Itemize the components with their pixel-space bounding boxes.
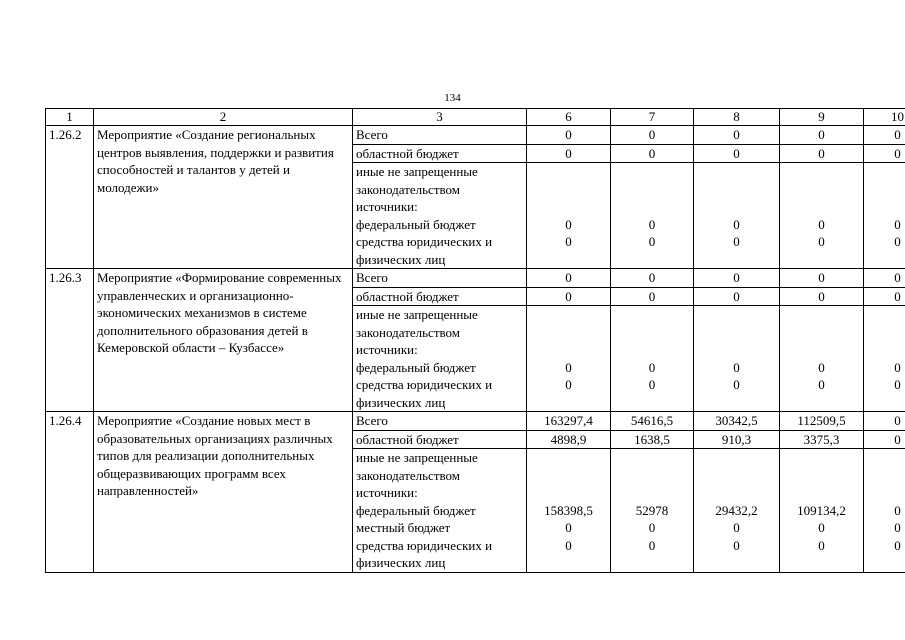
source-value bbox=[697, 198, 776, 216]
source-value bbox=[530, 198, 607, 216]
column-header: 7 bbox=[611, 109, 694, 126]
other-sources-values bbox=[527, 306, 611, 412]
other-sources-values bbox=[611, 449, 694, 573]
source-value: 158398,5 bbox=[544, 502, 593, 518]
source-value bbox=[783, 449, 860, 467]
source-line: средства юридических и bbox=[356, 377, 493, 392]
source-value bbox=[783, 554, 860, 572]
source-value bbox=[530, 341, 607, 359]
source-value bbox=[530, 163, 607, 181]
source-value bbox=[783, 341, 860, 359]
table-row bbox=[46, 269, 905, 288]
budget-table bbox=[45, 108, 905, 573]
activity-number: 1.26.4 bbox=[46, 412, 94, 573]
source-value: 0 bbox=[565, 216, 572, 232]
column-header: 3 bbox=[353, 109, 527, 126]
source-value: 0 bbox=[733, 377, 740, 392]
total-value: 0 bbox=[611, 126, 694, 145]
source-value: 0 bbox=[733, 359, 740, 375]
source-value bbox=[530, 394, 607, 412]
source-value bbox=[614, 306, 690, 324]
regional-value: 0 bbox=[780, 287, 864, 306]
regional-value: 4898,9 bbox=[527, 430, 611, 449]
source-value bbox=[697, 341, 776, 359]
total-value: 0 bbox=[864, 269, 905, 288]
source-value bbox=[614, 467, 690, 485]
source-value bbox=[614, 198, 690, 216]
source-value: 0 bbox=[818, 359, 825, 375]
source-value: 0 bbox=[818, 520, 825, 535]
source-value: 0 bbox=[733, 216, 740, 232]
source-line: иные не запрещенные bbox=[356, 307, 478, 322]
total-value: 0 bbox=[527, 269, 611, 288]
source-value: 0 bbox=[565, 377, 572, 392]
source-line: федеральный бюджет bbox=[356, 216, 476, 232]
source-total-label: Всего bbox=[353, 412, 527, 431]
source-value: 0 bbox=[894, 377, 901, 392]
table-row bbox=[46, 412, 905, 431]
source-line: законодательством bbox=[356, 181, 461, 197]
source-value: 0 bbox=[565, 520, 572, 535]
source-value: 0 bbox=[818, 377, 825, 392]
source-value: 0 bbox=[733, 234, 740, 249]
regional-value: 0 bbox=[780, 144, 864, 163]
source-value bbox=[867, 484, 905, 502]
column-header: 1 bbox=[46, 109, 94, 126]
source-value bbox=[614, 251, 690, 269]
other-sources-labels bbox=[353, 163, 527, 269]
total-value: 0 bbox=[694, 126, 780, 145]
source-value: 0 bbox=[733, 537, 740, 553]
source-value: 0 bbox=[648, 537, 656, 553]
source-line: законодательством bbox=[356, 324, 461, 340]
other-sources-values bbox=[780, 449, 864, 573]
source-value bbox=[783, 394, 860, 412]
source-value: 109134,2 bbox=[797, 502, 846, 518]
other-sources-values bbox=[694, 163, 780, 269]
source-value bbox=[867, 449, 905, 467]
source-value bbox=[697, 484, 776, 502]
source-value bbox=[530, 324, 607, 342]
source-value bbox=[530, 554, 607, 572]
source-value bbox=[783, 324, 860, 342]
source-value bbox=[867, 198, 905, 216]
page-number: 134 bbox=[444, 92, 461, 104]
activity-name: Мероприятие «Создание новых мест в образовательных организациях различных типов для реализации дополнительных общеразвивающих программ всех направленностей» bbox=[94, 412, 353, 573]
total-value: 163297,4 bbox=[527, 412, 611, 431]
total-value: 0 bbox=[864, 412, 905, 431]
source-line: местный бюджет bbox=[356, 520, 451, 535]
source-value bbox=[697, 251, 776, 269]
source-value bbox=[783, 467, 860, 485]
source-line: физических лиц bbox=[356, 394, 446, 410]
source-value bbox=[614, 324, 690, 342]
source-value bbox=[867, 181, 905, 199]
source-value bbox=[867, 324, 905, 342]
source-value bbox=[614, 554, 690, 572]
source-value bbox=[697, 554, 776, 572]
source-value: 0 bbox=[894, 234, 901, 249]
regional-value: 0 bbox=[527, 287, 611, 306]
activity-name: Мероприятие «Создание региональных центров выявления, поддержки и развития способностей и талантов у детей и молодежи» bbox=[94, 126, 353, 269]
regional-value: 0 bbox=[694, 287, 780, 306]
source-value bbox=[697, 181, 776, 199]
total-value: 0 bbox=[527, 126, 611, 145]
other-sources-values bbox=[694, 306, 780, 412]
table-body bbox=[46, 109, 905, 573]
source-value bbox=[697, 324, 776, 342]
source-total-label: Всего bbox=[353, 126, 527, 145]
source-line: источники: bbox=[356, 199, 418, 214]
source-value: 0 bbox=[648, 520, 656, 535]
source-line: средства юридических и bbox=[356, 537, 493, 553]
column-header: 10 bbox=[864, 109, 905, 126]
other-sources-labels bbox=[353, 449, 527, 573]
other-sources-values bbox=[864, 306, 905, 412]
source-line: средства юридических и bbox=[356, 234, 493, 249]
other-sources-labels bbox=[353, 306, 527, 412]
source-value bbox=[530, 251, 607, 269]
source-value: 0 bbox=[648, 234, 656, 249]
other-sources-values bbox=[864, 449, 905, 573]
source-value: 29432,2 bbox=[715, 502, 758, 518]
source-line: источники: bbox=[356, 485, 418, 500]
source-value: 0 bbox=[565, 234, 572, 249]
source-value: 0 bbox=[733, 520, 740, 535]
source-value bbox=[614, 484, 690, 502]
source-value bbox=[530, 484, 607, 502]
column-header: 8 bbox=[694, 109, 780, 126]
total-value: 0 bbox=[780, 269, 864, 288]
source-value bbox=[783, 163, 860, 181]
source-value bbox=[867, 394, 905, 412]
source-value: 0 bbox=[648, 216, 656, 232]
activity-name: Мероприятие «Формирование современных управленческих и организационно-экономических механизмов в системе дополнительного образования детей в Кемеровской области – Кузбассе» bbox=[94, 269, 353, 412]
source-value bbox=[697, 449, 776, 467]
source-value: 0 bbox=[818, 216, 825, 232]
source-value bbox=[867, 306, 905, 324]
source-value bbox=[783, 306, 860, 324]
source-line: иные не запрещенные bbox=[356, 164, 478, 179]
source-value bbox=[867, 554, 905, 572]
total-value: 0 bbox=[780, 126, 864, 145]
source-value bbox=[783, 198, 860, 216]
total-value: 0 bbox=[864, 126, 905, 145]
regional-value: 0 bbox=[527, 144, 611, 163]
source-value bbox=[614, 341, 690, 359]
source-value: 0 bbox=[894, 216, 901, 232]
regional-value: 0 bbox=[611, 287, 694, 306]
source-value bbox=[530, 181, 607, 199]
other-sources-values bbox=[611, 163, 694, 269]
source-value bbox=[530, 449, 607, 467]
source-value bbox=[783, 484, 860, 502]
source-value: 0 bbox=[894, 502, 901, 518]
source-value: 0 bbox=[894, 359, 901, 375]
source-value bbox=[867, 467, 905, 485]
other-sources-values bbox=[527, 449, 611, 573]
source-value bbox=[530, 467, 607, 485]
source-value: 0 bbox=[894, 537, 901, 553]
source-value bbox=[783, 251, 860, 269]
source-value bbox=[614, 163, 690, 181]
source-line: источники: bbox=[356, 342, 418, 357]
column-header: 2 bbox=[94, 109, 353, 126]
other-sources-values bbox=[780, 306, 864, 412]
source-value bbox=[697, 467, 776, 485]
source-value: 0 bbox=[894, 520, 901, 535]
activity-number: 1.26.2 bbox=[46, 126, 94, 269]
source-value bbox=[530, 306, 607, 324]
source-total-label: Всего bbox=[353, 269, 527, 288]
source-value bbox=[867, 163, 905, 181]
source-regional-label: областной бюджет bbox=[353, 287, 527, 306]
other-sources-values bbox=[780, 163, 864, 269]
other-sources-values bbox=[864, 163, 905, 269]
source-value bbox=[867, 251, 905, 269]
source-value: 52978 bbox=[635, 502, 669, 518]
source-value bbox=[614, 394, 690, 412]
total-value: 0 bbox=[694, 269, 780, 288]
regional-value: 0 bbox=[694, 144, 780, 163]
table-row bbox=[46, 126, 905, 145]
source-value: 0 bbox=[818, 537, 825, 553]
source-value bbox=[867, 341, 905, 359]
source-value: 0 bbox=[565, 359, 572, 375]
source-value bbox=[697, 163, 776, 181]
other-sources-values bbox=[611, 306, 694, 412]
source-value bbox=[697, 306, 776, 324]
source-regional-label: областной бюджет bbox=[353, 144, 527, 163]
source-value: 0 bbox=[818, 234, 825, 249]
column-header: 9 bbox=[780, 109, 864, 126]
regional-value: 3375,3 bbox=[780, 430, 864, 449]
column-header: 6 bbox=[527, 109, 611, 126]
regional-value: 0 bbox=[864, 144, 905, 163]
source-line: физических лиц bbox=[356, 251, 446, 267]
source-value bbox=[614, 449, 690, 467]
regional-value: 910,3 bbox=[694, 430, 780, 449]
total-value: 112509,5 bbox=[780, 412, 864, 431]
source-value: 0 bbox=[565, 537, 572, 553]
other-sources-values bbox=[694, 449, 780, 573]
source-value: 0 bbox=[648, 359, 656, 375]
source-value bbox=[697, 394, 776, 412]
source-value bbox=[614, 181, 690, 199]
source-line: федеральный бюджет bbox=[356, 502, 476, 518]
regional-value: 0 bbox=[864, 287, 905, 306]
total-value: 0 bbox=[611, 269, 694, 288]
source-value bbox=[783, 181, 860, 199]
regional-value: 0 bbox=[611, 144, 694, 163]
column-header-row bbox=[46, 109, 905, 126]
source-line: законодательством bbox=[356, 467, 461, 483]
regional-value: 0 bbox=[864, 430, 905, 449]
activity-number: 1.26.3 bbox=[46, 269, 94, 412]
other-sources-values bbox=[527, 163, 611, 269]
source-line: физических лиц bbox=[356, 555, 446, 570]
source-regional-label: областной бюджет bbox=[353, 430, 527, 449]
total-value: 30342,5 bbox=[694, 412, 780, 431]
source-value: 0 bbox=[648, 377, 656, 392]
total-value: 54616,5 bbox=[611, 412, 694, 431]
regional-value: 1638,5 bbox=[611, 430, 694, 449]
source-line: иные не запрещенные bbox=[356, 450, 478, 465]
source-line: федеральный бюджет bbox=[356, 359, 476, 375]
